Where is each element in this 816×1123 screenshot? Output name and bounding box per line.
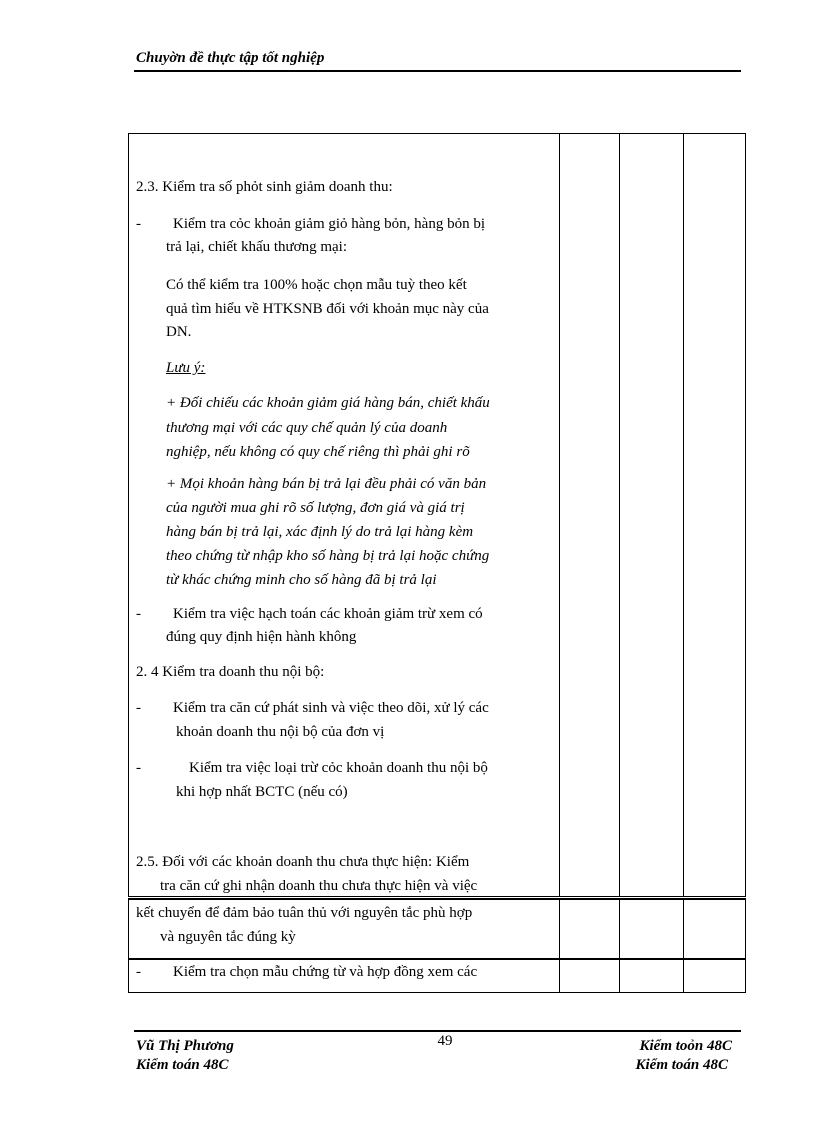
bullet-dash: -	[136, 700, 141, 716]
note-2-line-4: theo chứng từ nhập kho số hàng bị trả lại hoặc chứng	[166, 548, 490, 564]
section-2-3-heading: 2.3. Kiểm tra số phỏt sinh giảm doanh thu:	[136, 179, 393, 195]
header-title: Chuyờn đề thực tập tốt nghiệp	[136, 50, 325, 66]
note-2-line-3: hàng bán bị trả lại, xác định lý do trả lại hàng kèm	[166, 524, 474, 540]
note-2-line-2: của người mua ghi rõ số lượng, đơn giá và giá trị	[166, 500, 465, 516]
bullet-2-line-1: Kiểm tra việc hạch toán các khoản giảm trừ xem có	[173, 606, 483, 622]
section-2-5-line-1: 2.5. Đối với các khoản doanh thu chưa thực hiện: Kiểm	[136, 854, 470, 870]
column-divider	[619, 900, 620, 958]
bullet-dash: -	[136, 216, 141, 232]
row-2-line-1: kết chuyển để đảm bảo tuân thủ với nguyên tắc phù hợp	[136, 905, 473, 921]
column-divider	[683, 900, 684, 958]
bullet-4-line-1: Kiểm tra việc loại trừ cỏc khoản doanh thu nội bộ	[189, 760, 488, 776]
footer-right-class-1: Kiểm toỏn 48C	[639, 1038, 732, 1054]
column-divider	[619, 960, 620, 992]
column-divider	[619, 134, 620, 896]
note-label: Lưu ý:	[166, 360, 206, 376]
note-1-line-2: thương mại với các quy chế quản lý của doanh	[166, 420, 448, 436]
bullet-dash: -	[136, 760, 141, 776]
section-2-4-heading: 2. 4 Kiểm tra doanh thu nội bộ:	[136, 664, 325, 680]
column-divider	[559, 134, 560, 896]
bullet-1-line-2: trả lại, chiết khấu thương mại:	[166, 239, 348, 255]
column-divider	[683, 134, 684, 896]
footer-author: Vũ Thị Phương	[136, 1038, 234, 1054]
table-row-3	[128, 959, 746, 993]
bullet-4-line-2: khi hợp nhất BCTC (nếu có)	[176, 784, 348, 800]
header-rule	[134, 70, 741, 72]
row-2-line-2: và nguyên tắc đúng kỳ	[160, 929, 296, 945]
bullet-1-line-1: Kiểm tra cỏc khoản giảm giỏ hàng bỏn, hàng bỏn bị	[173, 216, 486, 232]
bullet-3-line-1: Kiểm tra căn cứ phát sinh và việc theo dõi, xử lý các	[173, 700, 489, 716]
bullet-dash: -	[136, 964, 141, 980]
paragraph-1-line-1: Có thể kiểm tra 100% hoặc chọn mẫu tuỳ theo kết	[166, 277, 467, 293]
paragraph-1-line-2: quả tìm hiểu về HTKSNB đối với khoản mục này của	[166, 301, 489, 317]
bullet-3-line-2: khoản doanh thu nội bộ của đơn vị	[176, 724, 385, 740]
bullet-2-line-2: đúng quy định hiện hành không	[166, 629, 357, 645]
note-1-line-1: + Đối chiếu các khoản giảm giá hàng bán, chiết khấu	[166, 395, 490, 411]
column-divider	[559, 960, 560, 992]
table-row-2	[128, 898, 746, 959]
note-1-line-3: nghiệp, nếu không có quy chế riêng thì phải ghi rõ	[166, 444, 470, 460]
paragraph-1-line-3: DN.	[166, 324, 192, 340]
row-3-line-1: Kiểm tra chọn mẫu chứng từ và hợp đồng xem các	[173, 964, 478, 980]
table-row-main	[128, 133, 746, 897]
section-2-5-line-2: tra căn cứ ghi nhận doanh thu chưa thực hiện và việc	[160, 878, 478, 894]
column-divider	[559, 900, 560, 958]
footer-right-class-2: Kiểm toán 48C	[635, 1057, 728, 1073]
note-2-line-1: + Mọi khoản hàng bán bị trả lại đều phải có văn bản	[166, 476, 487, 492]
footer-left-class: Kiểm toán 48C	[136, 1057, 229, 1073]
note-2-line-5: từ khác chứng minh cho số hàng đã bị trả lại	[166, 572, 437, 588]
bullet-dash: -	[136, 606, 141, 622]
footer-rule	[134, 1030, 741, 1032]
column-divider	[683, 960, 684, 992]
page-number: 49	[437, 1033, 453, 1049]
